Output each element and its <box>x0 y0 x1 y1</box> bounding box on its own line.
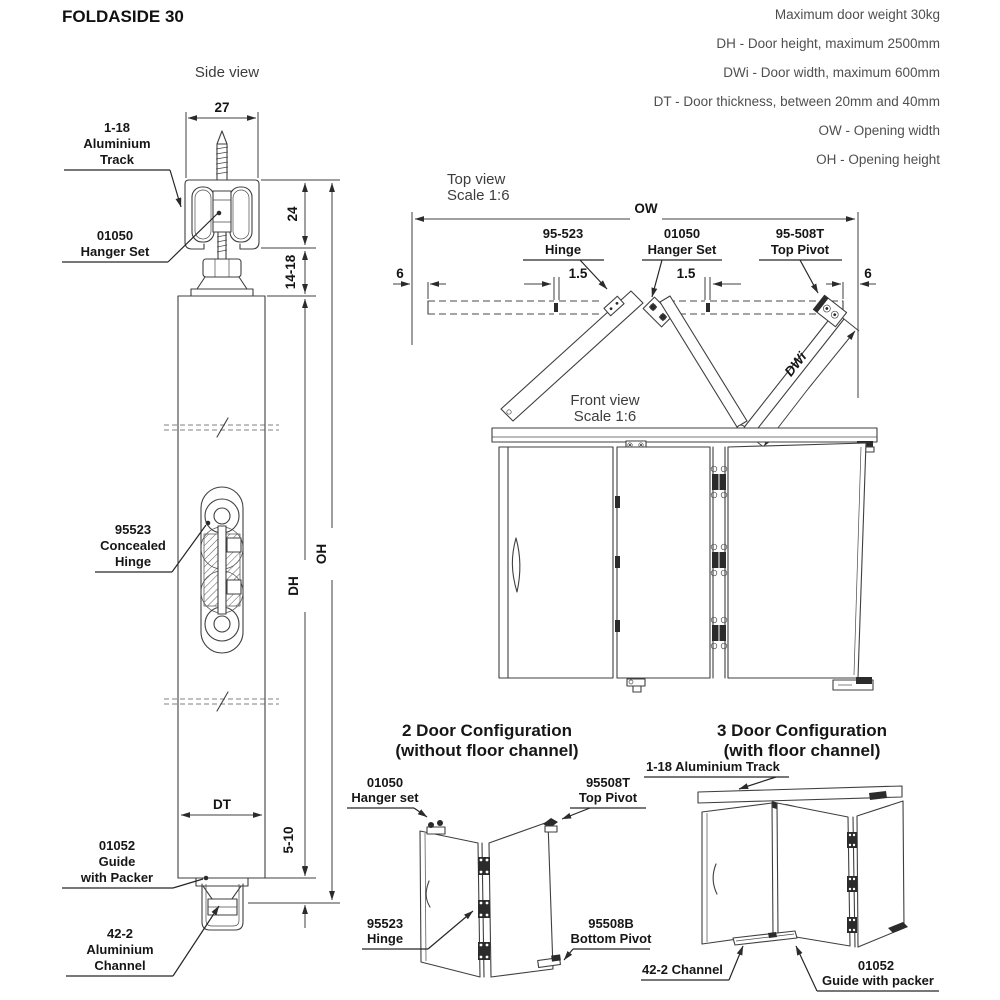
svg-text:Guide: Guide <box>98 854 136 869</box>
svg-text:Concealed: Concealed <box>100 538 166 553</box>
spec-opening-width: OW - Opening width <box>818 123 940 138</box>
config2-title: 2 Door Configuration <box>402 721 572 740</box>
svg-text:42-2 Channel: 42-2 Channel <box>642 962 723 977</box>
callout-topview-pivot <box>759 226 842 293</box>
svg-text:6: 6 <box>396 266 404 281</box>
c3-drawing <box>698 786 908 947</box>
dim-top-gap: 14-18 <box>283 254 298 290</box>
callout-c3-guide <box>796 946 939 991</box>
svg-text:1.5: 1.5 <box>568 266 588 281</box>
svg-text:Hanger set: Hanger set <box>351 790 419 805</box>
front-view-scale: Scale 1:6 <box>573 408 637 425</box>
svg-text:Top Pivot: Top Pivot <box>578 790 638 805</box>
callout-c3-track <box>644 759 789 789</box>
svg-text:Hinge: Hinge <box>366 931 404 946</box>
config-2door <box>347 721 652 977</box>
c2-hinges <box>478 857 490 960</box>
spec-door-thickness: DT - Door thickness, between 20mm and 40mm <box>653 94 940 109</box>
fixing-screw <box>216 131 228 180</box>
svg-text:1.5: 1.5 <box>676 266 696 281</box>
svg-text:Bottom Pivot: Bottom Pivot <box>570 931 652 946</box>
svg-text:Hinge: Hinge <box>544 242 582 257</box>
callout-c2-hanger <box>347 775 427 817</box>
spec-opening-height: OH - Opening height <box>816 152 940 167</box>
svg-text:95-523: 95-523 <box>542 226 584 241</box>
topview-doors <box>501 291 859 449</box>
c3-door-left <box>702 803 773 944</box>
c3-hinges <box>847 832 857 933</box>
svg-text:95508T: 95508T <box>585 775 631 790</box>
spec-list <box>654 7 941 167</box>
dim-door-height: DH <box>286 576 301 596</box>
dim-hinge-gap-right <box>677 266 741 300</box>
front-bottompivot-glyph <box>833 677 873 690</box>
svg-text:01050: 01050 <box>96 228 134 243</box>
svg-text:Track: Track <box>100 152 134 167</box>
front-track <box>492 428 877 442</box>
svg-text:Hanger Set: Hanger Set <box>647 242 717 257</box>
front-door-right <box>728 443 866 678</box>
callout-channel <box>66 906 219 976</box>
page-title: FOLDASIDE 30 <box>62 7 184 26</box>
svg-text:Guide with packer: Guide with packer <box>822 973 934 988</box>
front-view <box>492 392 877 692</box>
callout-c2-toppivot <box>562 775 646 819</box>
side-view-title: Side view <box>194 64 260 81</box>
svg-text:6: 6 <box>864 266 872 281</box>
callout-topview-hinge <box>523 226 607 289</box>
svg-text:01052: 01052 <box>857 958 895 973</box>
svg-text:95523: 95523 <box>114 522 152 537</box>
front-guide-glyph <box>627 679 645 692</box>
front-door-left <box>499 447 613 678</box>
dim-opening-height: OH <box>314 543 329 565</box>
svg-text:Aluminium: Aluminium <box>86 942 154 957</box>
svg-text:95-508T: 95-508T <box>775 226 825 241</box>
callout-c3-channel <box>641 946 743 980</box>
svg-text:1-18: 1-18 <box>103 120 131 135</box>
spec-door-height: DH - Door height, maximum 2500mm <box>716 36 940 51</box>
svg-text:OW: OW <box>634 201 658 216</box>
svg-text:Hanger Set: Hanger Set <box>80 244 150 259</box>
svg-text:with Packer: with Packer <box>80 870 154 885</box>
spec-max-weight: Maximum door weight 30kg <box>774 7 940 22</box>
c2-toppivot-glyph <box>543 818 558 832</box>
svg-text:95523: 95523 <box>366 916 404 931</box>
callout-c2-bottompivot <box>564 916 652 960</box>
front-view-title: Front view <box>570 392 640 409</box>
svg-text:95508B: 95508B <box>588 916 634 931</box>
config2-subtitle: (without floor channel) <box>395 741 579 760</box>
dim-gap-left <box>393 266 446 299</box>
dim-hinge-gap-left <box>524 266 588 300</box>
config3-title: 3 Door Configuration <box>717 721 887 740</box>
config3-subtitle: (with floor channel) <box>723 741 881 760</box>
svg-text:Aluminium: Aluminium <box>83 136 151 151</box>
svg-text:DWi: DWi <box>781 349 810 380</box>
svg-text:Hinge: Hinge <box>114 554 152 569</box>
config-3door <box>641 721 939 991</box>
svg-text:27: 27 <box>214 100 230 115</box>
svg-text:01050: 01050 <box>663 226 701 241</box>
c2-hanger-glyph <box>427 820 445 834</box>
c3-door-middle <box>777 803 850 946</box>
side-view <box>62 64 340 976</box>
svg-text:42-2: 42-2 <box>106 926 134 941</box>
dim-bottom-gap: 5-10 <box>281 826 296 854</box>
concealed-hinge <box>201 487 243 653</box>
top-view-scale: Scale 1:6 <box>447 187 510 204</box>
dim-gap-right <box>826 266 876 299</box>
callout-track <box>64 120 181 207</box>
svg-text:01052: 01052 <box>98 838 136 853</box>
front-door-middle <box>615 447 710 678</box>
spec-door-width: DWi - Door width, maximum 600mm <box>723 65 940 80</box>
svg-text:1-18 Aluminium Track: 1-18 Aluminium Track <box>646 759 780 774</box>
svg-text:Channel: Channel <box>94 958 146 973</box>
top-view-title: Top view <box>447 171 506 188</box>
c2-doors <box>420 818 561 977</box>
svg-text:Top Pivot: Top Pivot <box>770 242 830 257</box>
floor-guide-channel <box>196 878 248 930</box>
dim-track-height: 24 <box>285 206 300 222</box>
svg-text:DT: DT <box>213 797 231 812</box>
svg-text:01050: 01050 <box>366 775 404 790</box>
